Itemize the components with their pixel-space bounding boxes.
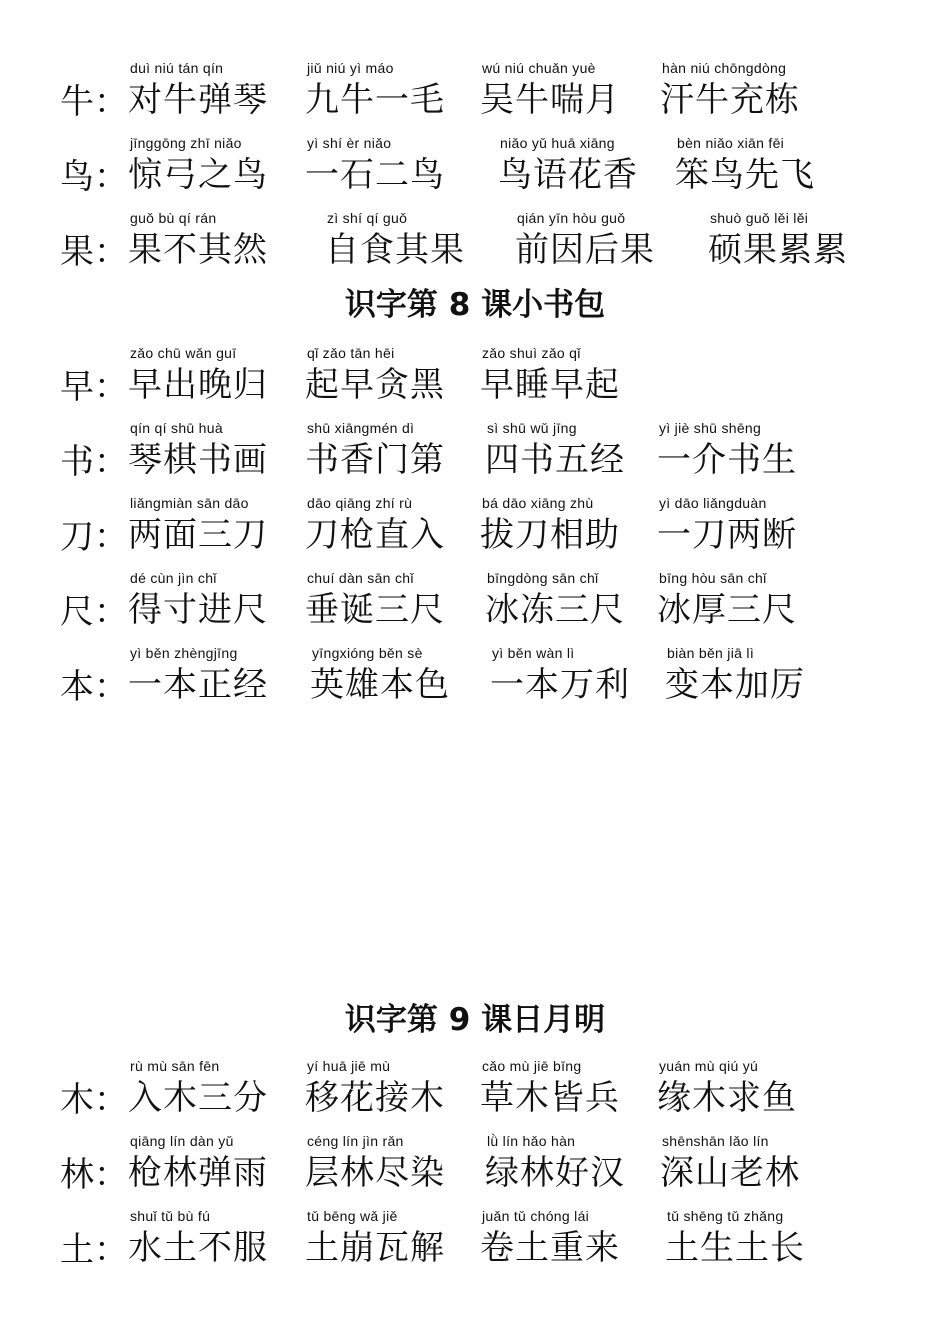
idiom-pinyin: duì niú tán qín <box>130 60 224 76</box>
idiom-pinyin: dé cùn jìn chǐ <box>130 570 217 586</box>
idiom-pinyin: qián yīn hòu guǒ <box>517 210 626 226</box>
row-character: 牛： <box>60 82 128 122</box>
idiom-text: 书香门第 <box>305 440 445 480</box>
idiom-pinyin: lǜ lín hǎo hàn <box>487 1133 576 1149</box>
idiom-text: 一本正经 <box>128 665 268 705</box>
idiom-pinyin: zǎo shuì zǎo qǐ <box>482 345 581 361</box>
character-row <box>0 345 950 415</box>
idiom-text: 绿林好汉 <box>485 1153 625 1193</box>
idiom-pinyin: yuán mù qiú yú <box>659 1058 759 1074</box>
idiom-pinyin: shēnshān lǎo lín <box>662 1133 769 1149</box>
idiom-pinyin: bèn niǎo xiān fēi <box>677 135 785 151</box>
idiom-text: 对牛弹琴 <box>128 80 268 120</box>
character-row <box>0 420 950 490</box>
idiom-text: 琴棋书画 <box>128 440 268 480</box>
idiom-text: 缘木求鱼 <box>657 1078 797 1118</box>
idiom-text: 土崩瓦解 <box>305 1228 445 1268</box>
row-character: 书： <box>60 442 128 482</box>
idiom-pinyin: yí huā jiē mù <box>307 1058 391 1074</box>
idiom-pinyin: céng lín jìn rǎn <box>307 1133 404 1149</box>
idiom-pinyin: yì shí èr niǎo <box>307 135 392 151</box>
idiom-text: 英雄本色 <box>310 665 450 705</box>
row-character: 刀： <box>60 517 128 557</box>
character-row <box>0 495 950 565</box>
idiom-text: 笨鸟先飞 <box>675 155 815 195</box>
idiom-pinyin: zǎo chū wǎn guī <box>130 345 237 361</box>
idiom-pinyin: shuò guǒ lěi lěi <box>710 210 809 226</box>
idiom-text: 一本万利 <box>490 665 630 705</box>
idiom-text: 变本加厉 <box>665 665 805 705</box>
character-row <box>0 135 950 205</box>
idiom-text: 水土不服 <box>128 1228 268 1268</box>
idiom-pinyin: qiāng lín dàn yǔ <box>130 1133 234 1149</box>
character-row <box>0 645 950 715</box>
idiom-pinyin: cǎo mù jiē bīng <box>482 1058 582 1074</box>
idiom-pinyin: jīnggōng zhī niǎo <box>130 135 242 151</box>
idiom-text: 冰冻三尺 <box>485 590 625 630</box>
character-row <box>0 1058 950 1128</box>
idiom-text: 硕果累累 <box>708 230 848 270</box>
idiom-pinyin: yì běn wàn lì <box>492 645 575 661</box>
idiom-text: 九牛一毛 <box>305 80 445 120</box>
idiom-text: 早睡早起 <box>480 365 620 405</box>
idiom-text: 四书五经 <box>485 440 625 480</box>
row-character: 果： <box>60 232 128 272</box>
idiom-pinyin: yì jiè shū shēng <box>659 420 762 436</box>
character-row <box>0 1208 950 1278</box>
idiom-pinyin: jiǔ niú yì máo <box>307 60 394 76</box>
idiom-text: 入木三分 <box>128 1078 268 1118</box>
idiom-pinyin: yì dāo liǎngduàn <box>659 495 767 511</box>
character-row <box>0 60 950 130</box>
idiom-text: 两面三刀 <box>128 515 268 555</box>
idiom-text: 草木皆兵 <box>480 1078 620 1118</box>
idiom-pinyin: biàn běn jiā lì <box>667 645 755 661</box>
idiom-pinyin: juǎn tǔ chóng lái <box>482 1208 590 1224</box>
idiom-text: 垂诞三尺 <box>305 590 445 630</box>
row-character: 鸟： <box>60 157 128 197</box>
idiom-text: 枪林弹雨 <box>128 1153 268 1193</box>
idiom-pinyin: qǐ zǎo tān hēi <box>307 345 395 361</box>
idiom-pinyin: guǒ bù qí rán <box>130 210 217 226</box>
idiom-text: 前因后果 <box>515 230 655 270</box>
idiom-text: 起早贪黑 <box>305 365 445 405</box>
idiom-text: 卷土重来 <box>480 1228 620 1268</box>
idiom-text: 移花接木 <box>305 1078 445 1118</box>
idiom-pinyin: niǎo yǔ huā xiāng <box>500 135 615 151</box>
row-character: 早： <box>60 367 128 407</box>
idiom-text: 刀枪直入 <box>305 515 445 555</box>
character-row <box>0 1133 950 1203</box>
section-title: 识字第 8 课小书包 <box>344 287 606 323</box>
idiom-text: 得寸进尺 <box>128 590 268 630</box>
idiom-pinyin: bīngdòng sān chǐ <box>487 570 599 586</box>
idiom-text: 深山老林 <box>660 1153 800 1193</box>
idiom-text: 一介书生 <box>657 440 797 480</box>
character-row <box>0 210 950 280</box>
idiom-pinyin: tǔ shēng tǔ zhǎng <box>667 1208 784 1224</box>
row-character: 尺： <box>60 592 128 632</box>
idiom-text: 自食其果 <box>325 230 465 270</box>
idiom-text: 早出晚归 <box>128 365 268 405</box>
idiom-pinyin: bá dāo xiāng zhù <box>482 495 594 511</box>
idiom-text: 惊弓之鸟 <box>128 155 268 195</box>
idiom-pinyin: yīngxióng běn sè <box>312 645 423 661</box>
idiom-pinyin: chuí dàn sān chǐ <box>307 570 414 586</box>
idiom-pinyin: hàn niú chōngdòng <box>662 60 787 76</box>
idiom-pinyin: tǔ bēng wǎ jiě <box>307 1208 398 1224</box>
idiom-pinyin: yì běn zhèngjīng <box>130 645 238 661</box>
idiom-text: 一刀两断 <box>657 515 797 555</box>
character-row <box>0 570 950 640</box>
idiom-pinyin: wú niú chuǎn yuè <box>482 60 596 76</box>
row-character: 土： <box>60 1230 128 1270</box>
idiom-pinyin: zì shí qí guǒ <box>327 210 408 226</box>
row-character: 本： <box>60 667 128 707</box>
idiom-text: 冰厚三尺 <box>657 590 797 630</box>
idiom-pinyin: rù mù sān fēn <box>130 1058 220 1074</box>
idiom-pinyin: bīng hòu sān chǐ <box>659 570 767 586</box>
row-character: 木： <box>60 1080 128 1120</box>
idiom-text: 一石二鸟 <box>305 155 445 195</box>
idiom-text: 拔刀相助 <box>480 515 620 555</box>
idiom-pinyin: dāo qiāng zhí rù <box>307 495 413 511</box>
idiom-pinyin: sì shū wǔ jīng <box>487 420 577 436</box>
idiom-text: 果不其然 <box>128 230 268 270</box>
idiom-text: 吴牛喘月 <box>480 80 620 120</box>
idiom-pinyin: shuǐ tǔ bù fú <box>130 1208 211 1224</box>
row-character: 林： <box>60 1155 128 1195</box>
idiom-text: 汗牛充栋 <box>660 80 800 120</box>
idiom-text: 鸟语花香 <box>498 155 638 195</box>
idiom-text: 层林尽染 <box>305 1153 445 1193</box>
idiom-pinyin: liǎngmiàn sān dāo <box>130 495 249 511</box>
idiom-text: 土生土长 <box>665 1228 805 1268</box>
idiom-pinyin: shū xiāngmén dì <box>307 420 415 436</box>
section-title: 识字第 9 课日月明 <box>344 1002 606 1038</box>
idiom-pinyin: qín qí shū huà <box>130 420 223 436</box>
